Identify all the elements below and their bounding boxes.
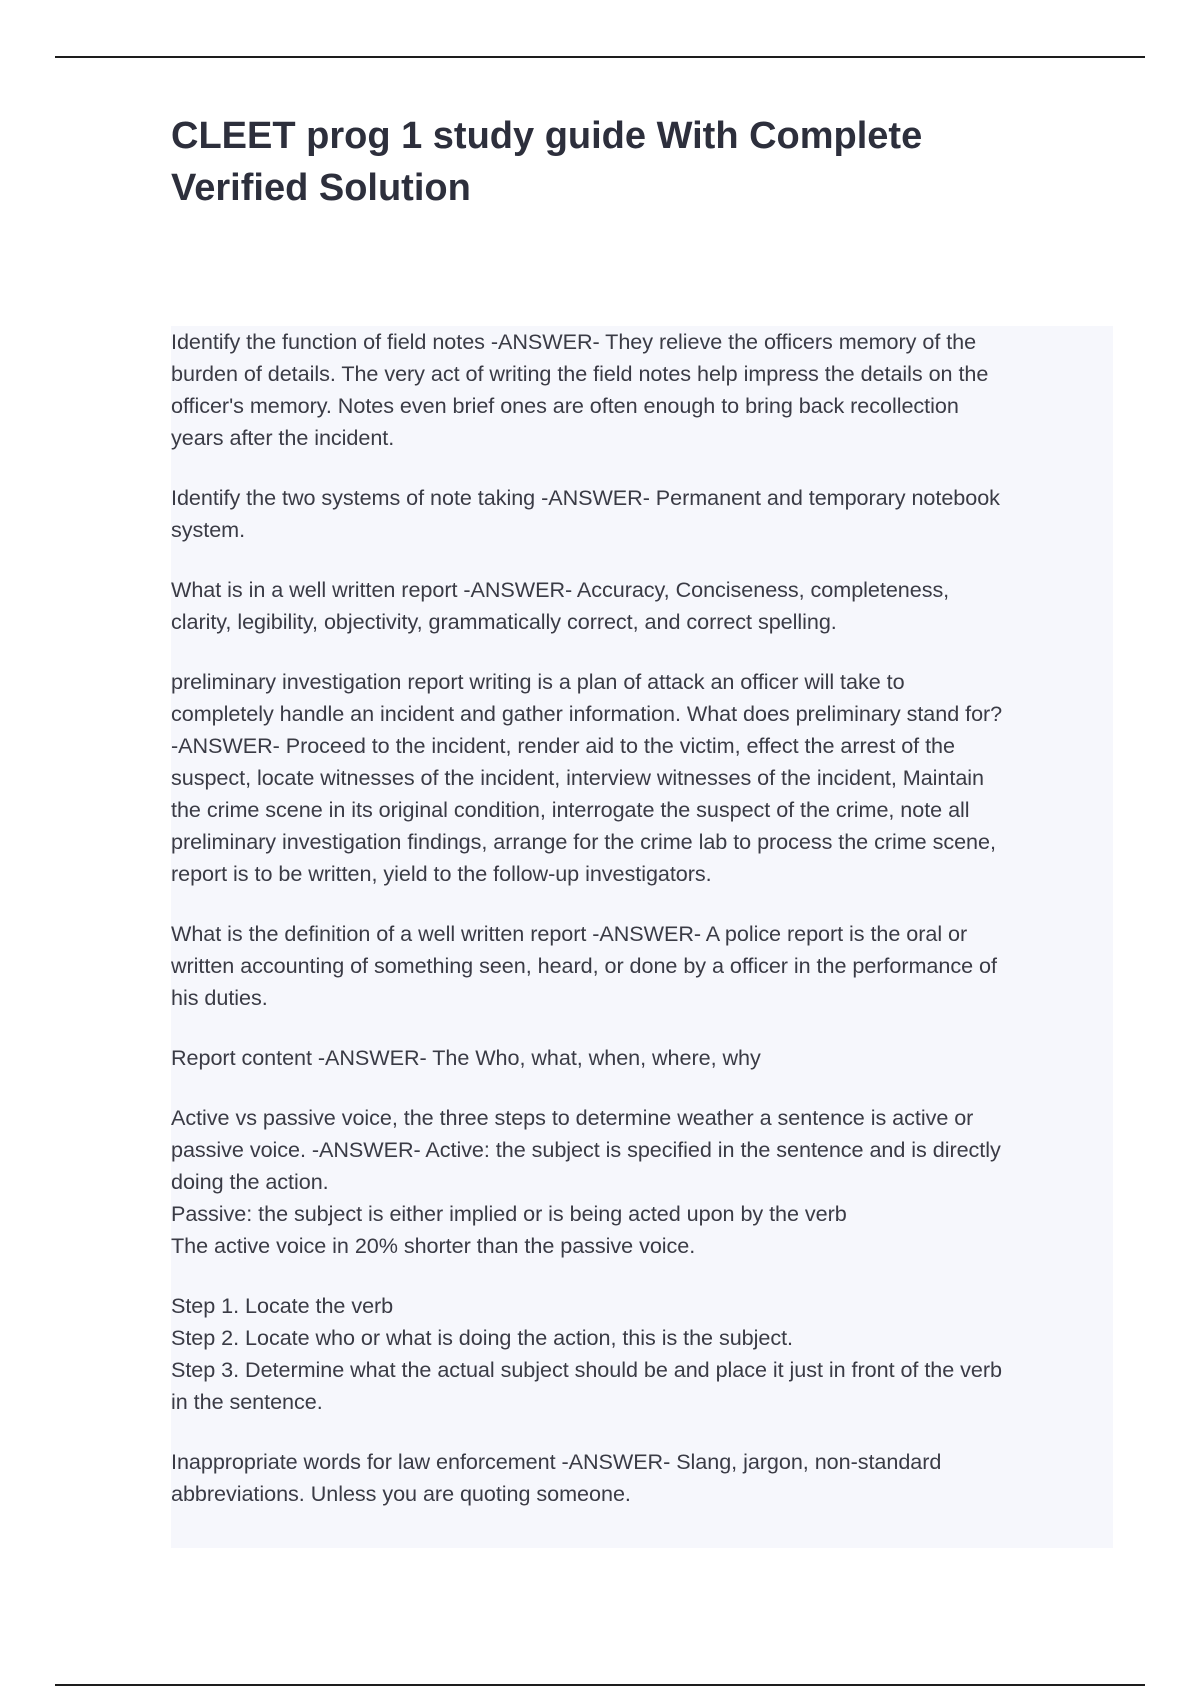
text-line: completely handle an incident and gather information. What does preliminary stand for?: [171, 701, 1003, 726]
text-line: years after the incident.: [171, 425, 395, 450]
text-line: What is the definition of a well written report -ANSWER- A police report is the oral or: [171, 921, 968, 946]
text-line: preliminary investigation report writing is a plan of attack an officer will take to: [171, 669, 905, 694]
text-line: the crime scene in its original condition, interrogate the suspect of the crime, note all: [171, 797, 970, 822]
qa-entry-report-definition: [171, 918, 1113, 1014]
text-line: suspect, locate witnesses of the incident, interview witnesses of the incident, Maintain: [171, 765, 984, 790]
qa-entry-report-content: [171, 1042, 1113, 1074]
qa-content-block: [171, 326, 1113, 1548]
text-line: Active vs passive voice, the three steps to determine weather a sentence is active or: [171, 1105, 974, 1130]
text-line: report is to be written, yield to the follow-up investigators.: [171, 861, 712, 886]
text-line: Step 1. Locate the verb: [171, 1293, 394, 1318]
qa-entry-steps: [171, 1290, 1113, 1418]
text-line: Inappropriate words for law enforcement -ANSWER- Slang, jargon, non-standard: [171, 1449, 942, 1474]
text-line: officer's memory. Notes even brief ones are often enough to bring back recollection: [171, 393, 959, 418]
qa-entry-well-written-report: [171, 574, 1113, 638]
text-line: in the sentence.: [171, 1389, 323, 1414]
bottom-divider: [55, 1684, 1145, 1686]
text-line: written accounting of something seen, heard, or done by a officer in the performance of: [171, 953, 997, 978]
qa-entry-note-systems: [171, 482, 1113, 546]
text-line: Passive: the subject is either implied or is being acted upon by the verb: [171, 1201, 847, 1226]
qa-entry-preliminary: [171, 666, 1113, 890]
qa-entry-active-passive: [171, 1102, 1113, 1262]
top-divider: [55, 56, 1145, 58]
text-line: Report content -ANSWER- The Who, what, when, where, why: [171, 1045, 761, 1070]
text-line: -ANSWER- Proceed to the incident, render aid to the victim, effect the arrest of the: [171, 733, 955, 758]
title-line-2: Verified Solution: [171, 167, 471, 209]
text-line: Identify the two systems of note taking -ANSWER- Permanent and temporary notebook: [171, 485, 1000, 510]
title-line-1: CLEET prog 1 study guide With Complete: [171, 115, 923, 157]
qa-entry-inappropriate-words: [171, 1446, 1113, 1510]
qa-entry-field-notes: [171, 326, 1113, 454]
text-line: doing the action.: [171, 1169, 329, 1194]
text-line: burden of details. The very act of writing the field notes help impress the details on the: [171, 361, 989, 386]
text-line: Step 3. Determine what the actual subject should be and place it just in front of the verb: [171, 1357, 1002, 1382]
text-line: his duties.: [171, 985, 268, 1010]
text-line: passive voice. -ANSWER- Active: the subject is specified in the sentence and is directly: [171, 1137, 1001, 1162]
document-title: [171, 110, 1031, 214]
text-line: Identify the function of field notes -ANSWER- They relieve the officers memory of the: [171, 329, 977, 354]
text-line: What is in a well written report -ANSWER- Accuracy, Conciseness, completeness,: [171, 577, 950, 602]
text-line: abbreviations. Unless you are quoting someone.: [171, 1481, 631, 1506]
text-line: The active voice in 20% shorter than the passive voice.: [171, 1233, 696, 1258]
text-line: Step 2. Locate who or what is doing the action, this is the subject.: [171, 1325, 793, 1350]
text-line: system.: [171, 517, 246, 542]
text-line: preliminary investigation findings, arrange for the crime lab to process the crime scene,: [171, 829, 996, 854]
text-line: clarity, legibility, objectivity, grammatically correct, and correct spelling.: [171, 609, 837, 634]
